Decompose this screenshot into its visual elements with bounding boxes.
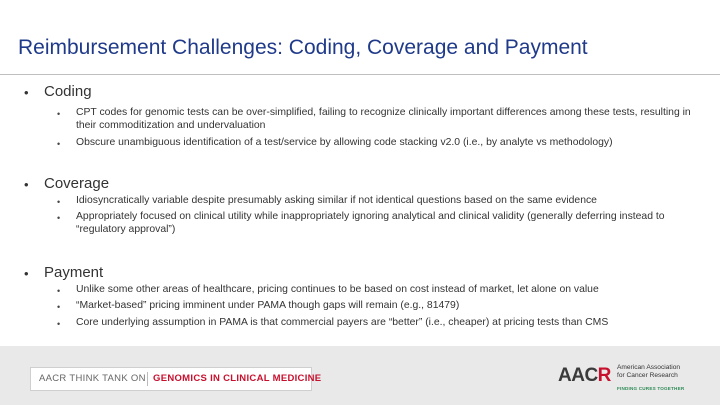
banner-divider — [147, 372, 148, 386]
slide-footer — [0, 346, 720, 405]
item-text: CPT codes for genomic tests can be over-simplified, failing to recognize clinically important differences among these tests, resulting in their commoditization and undervaluation — [76, 107, 691, 131]
section-heading: Payment — [44, 264, 104, 281]
item-bullet: • — [57, 302, 61, 312]
section-bullet: • — [24, 85, 29, 100]
section-bullet: • — [24, 177, 29, 192]
aacr-logo-r: R — [597, 365, 611, 386]
item-text: Obscure unambiguous identification of a test/service by allowing code stacking v2.0 (i.e., by analyte vs methodology) — [76, 137, 613, 148]
item-text: “Market-based” pricing imminent under PAMA though gaps will remain (e.g., 81479) — [76, 300, 460, 311]
item-text: Unlike some other areas of healthcare, pricing continues to be based on cost instead of market, let alone on value — [76, 284, 599, 295]
think-tank-label: AACR THINK TANK ON — [39, 373, 146, 384]
section-heading: Coding — [44, 83, 92, 100]
think-tank-topic: GENOMICS IN CLINICAL MEDICINE — [153, 373, 322, 384]
aacr-logo — [558, 365, 611, 387]
item-bullet: • — [57, 197, 61, 207]
org-name-line1: American Association — [617, 364, 681, 371]
section-heading: Coverage — [44, 175, 110, 192]
item-bullet: • — [57, 139, 61, 149]
item-bullet: • — [57, 213, 61, 223]
item-text: Idiosyncratically variable despite presumably asking similar if not identical questions based on the same evidence — [76, 195, 597, 206]
slide-title: Reimbursement Challenges: Coding, Coverage and Payment — [18, 36, 588, 59]
item-bullet: • — [57, 109, 61, 119]
org-tagline: FINDING CURES TOGETHER — [617, 386, 685, 391]
org-name-line2: for Cancer Research — [617, 371, 678, 379]
item-text: Core underlying assumption in PAMA is that commercial payers are “better” (i.e., cheaper) at pricing tests than CMS — [76, 317, 609, 328]
title-divider — [0, 74, 720, 75]
item-bullet: • — [57, 319, 61, 329]
think-tank-banner — [30, 367, 322, 391]
item-bullet: • — [57, 286, 61, 296]
aacr-logo-text: AAC — [558, 365, 598, 386]
section-bullet: • — [24, 266, 29, 281]
item-text: Appropriately focused on clinical utility while inappropriately ignoring analytical and clinical validity (generally deferring instead to “regulatory approval”) — [76, 211, 665, 235]
org-name — [617, 364, 680, 379]
